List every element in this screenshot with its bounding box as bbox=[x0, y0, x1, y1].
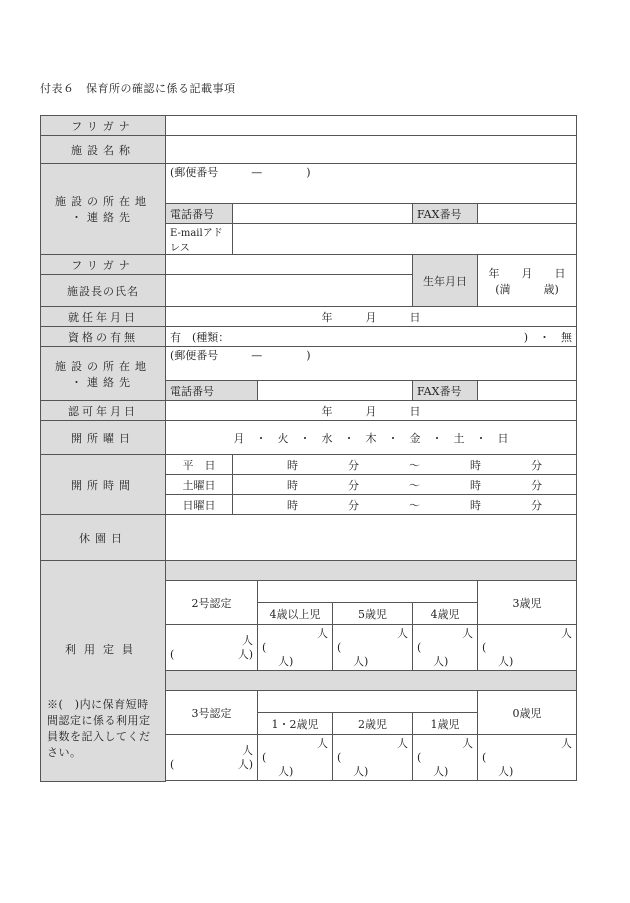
age4plus-label bbox=[258, 581, 478, 603]
age4plus-count[interactable] bbox=[258, 625, 333, 671]
age12-count[interactable] bbox=[258, 735, 333, 781]
facility-phone-label: 電話番号 bbox=[166, 204, 233, 224]
qualification-label: 資格の有無 bbox=[41, 327, 166, 347]
qualification-value: 有 (種類： bbox=[170, 330, 230, 344]
facility2-phone-field[interactable] bbox=[258, 381, 413, 401]
hours-row-sunday[interactable] bbox=[233, 495, 577, 515]
facility-name-label: 施設名称 bbox=[41, 136, 166, 164]
capacity-label-cell bbox=[41, 561, 166, 782]
age3-count-person: 人 bbox=[561, 626, 572, 640]
spacer-row bbox=[166, 781, 577, 782]
facility2-postal-field[interactable]: (郵便番号 — ) bbox=[166, 347, 577, 381]
group3-total-open: ( bbox=[170, 757, 175, 771]
furigana-label: フリガナ bbox=[41, 116, 166, 136]
age4-count[interactable] bbox=[413, 625, 478, 671]
birth-value: 年 月 日 bbox=[488, 266, 566, 280]
hours-weekday-h2: 時 bbox=[470, 458, 481, 472]
age12-count-open: ( bbox=[262, 750, 267, 764]
hours-day-saturday: 土曜日 bbox=[166, 475, 233, 495]
age12-count-close: 人) bbox=[278, 764, 294, 778]
age4plus-count-person: 人 bbox=[317, 626, 328, 640]
age4plus-label-text: 4歳以上児 bbox=[258, 603, 333, 625]
hours-saturday-m1: 分 bbox=[348, 478, 359, 492]
hours-saturday-h2: 時 bbox=[470, 478, 481, 492]
age4plus-count-open: ( bbox=[262, 640, 267, 654]
confirmation-form bbox=[40, 115, 577, 782]
hours-weekday-m1: 分 bbox=[348, 458, 359, 472]
appointment-date-field[interactable]: 年 月 日 bbox=[166, 307, 577, 327]
age1-count-open: ( bbox=[417, 750, 422, 764]
age2-count-close: 人) bbox=[353, 764, 369, 778]
group2-total-person: 人 bbox=[242, 633, 253, 647]
facility-address-label bbox=[41, 164, 166, 255]
capacity-mid-band bbox=[166, 671, 577, 691]
director-furigana-label: フリガナ bbox=[41, 255, 166, 275]
capacity-top-band bbox=[166, 561, 577, 581]
holiday-label: 休園日 bbox=[41, 515, 166, 561]
hours-day-weekday: 平 日 bbox=[166, 455, 233, 475]
age3-label: 3歳児 bbox=[478, 581, 577, 625]
age4-count-open: ( bbox=[417, 640, 422, 654]
facility-fax-label: FAX番号 bbox=[413, 204, 478, 224]
hours-sunday-m1: 分 bbox=[348, 498, 359, 512]
hours-sunday-sep: 〜 bbox=[409, 498, 420, 512]
hours-weekday-sep: 〜 bbox=[409, 458, 420, 472]
age2-count-open: ( bbox=[337, 750, 342, 764]
age12-top bbox=[258, 691, 478, 713]
director-furigana-field[interactable] bbox=[166, 255, 413, 275]
hours-weekday-m2: 分 bbox=[531, 458, 542, 472]
group3-label: 3号認定 bbox=[166, 691, 258, 735]
group2-total[interactable] bbox=[166, 625, 258, 671]
hours-saturday-m2: 分 bbox=[531, 478, 542, 492]
facility-address2-label bbox=[41, 347, 166, 401]
facility2-fax-label: FAX番号 bbox=[413, 381, 478, 401]
age0-count-close: 人) bbox=[498, 764, 514, 778]
holiday-field[interactable] bbox=[166, 515, 577, 561]
capacity-note: ※( )内に保育短時間認定に係る利用定員数を記入してください。 bbox=[47, 697, 151, 759]
hours-row-weekday[interactable] bbox=[233, 455, 577, 475]
facility-address-label-2: ・連絡先 bbox=[71, 211, 135, 224]
facility-email-label: E-mailアドレス bbox=[166, 224, 233, 255]
age12-count-person: 人 bbox=[317, 736, 328, 750]
age3-count[interactable] bbox=[478, 625, 577, 671]
age2-count-person: 人 bbox=[397, 736, 408, 750]
age4-count-close: 人) bbox=[433, 654, 449, 668]
age4-count-person: 人 bbox=[462, 626, 473, 640]
open-days-field[interactable]: 月 ・ 火 ・ 水 ・ 木 ・ 金 ・ 土 ・ 日 bbox=[166, 421, 577, 455]
age5-count-close: 人) bbox=[353, 654, 369, 668]
group2-total-open: ( bbox=[170, 647, 175, 661]
director-name-field[interactable] bbox=[166, 275, 413, 307]
facility-name-field[interactable] bbox=[166, 136, 577, 164]
age2-count[interactable] bbox=[333, 735, 413, 781]
approval-date-label: 認可年月日 bbox=[41, 401, 166, 421]
age0-count-open: ( bbox=[482, 750, 487, 764]
age3-count-open: ( bbox=[482, 640, 487, 654]
hours-saturday-sep: 〜 bbox=[409, 478, 420, 492]
age2-label: 2歳児 bbox=[333, 713, 413, 735]
qualification-field[interactable] bbox=[166, 327, 577, 347]
furigana-field[interactable] bbox=[166, 116, 577, 136]
group3-total-close: 人) bbox=[237, 757, 253, 771]
age0-label: 0歳児 bbox=[478, 691, 577, 735]
age1-count-close: 人) bbox=[433, 764, 449, 778]
approval-date-field[interactable]: 年 月 日 bbox=[166, 401, 577, 421]
group3-total-person: 人 bbox=[242, 743, 253, 757]
age5-count[interactable] bbox=[333, 625, 413, 671]
facility-fax-field[interactable] bbox=[478, 204, 577, 224]
age4plus-count-close: 人) bbox=[278, 654, 294, 668]
age1-label: 1歳児 bbox=[413, 713, 478, 735]
age1-count[interactable] bbox=[413, 735, 478, 781]
facility-email-field[interactable] bbox=[233, 224, 577, 255]
hours-sunday-m2: 分 bbox=[531, 498, 542, 512]
birth-age: (満 歳) bbox=[495, 282, 559, 296]
group2-total-close: 人) bbox=[237, 647, 253, 661]
hours-day-sunday: 日曜日 bbox=[166, 495, 233, 515]
facility2-fax-field[interactable] bbox=[478, 381, 577, 401]
facility-postal-field[interactable]: (郵便番号 — ) bbox=[166, 164, 577, 204]
hours-saturday-h1: 時 bbox=[287, 478, 298, 492]
appointment-date-label: 就任年月日 bbox=[41, 307, 166, 327]
birth-label: 生年月日 bbox=[413, 255, 478, 307]
age12-label: 1・2歳児 bbox=[258, 713, 333, 735]
facility-phone-field[interactable] bbox=[233, 204, 413, 224]
capacity-label: 利用定員 bbox=[65, 642, 141, 656]
age4-label: 4歳児 bbox=[413, 603, 478, 625]
facility-address-label-1: 施設の所在地 bbox=[55, 195, 151, 208]
form-title: 付表６ 保育所の確認に係る記載事項 bbox=[40, 82, 236, 95]
group2-label: 2号認定 bbox=[166, 581, 258, 625]
hours-sunday-h1: 時 bbox=[287, 498, 298, 512]
open-days-label: 開所曜日 bbox=[41, 421, 166, 455]
age0-count[interactable] bbox=[478, 735, 577, 781]
facility2-phone-label: 電話番号 bbox=[166, 381, 258, 401]
open-hours-label: 開所時間 bbox=[41, 455, 166, 515]
facility-address2-label-1: 施設の所在地 bbox=[55, 359, 151, 373]
director-name-label: 施設長の氏名 bbox=[41, 275, 166, 307]
group3-total[interactable] bbox=[166, 735, 258, 781]
age0-count-person: 人 bbox=[561, 736, 572, 750]
facility-address2-label-2: ・連絡先 bbox=[71, 375, 135, 389]
hours-row-saturday[interactable] bbox=[233, 475, 577, 495]
hours-sunday-h2: 時 bbox=[470, 498, 481, 512]
birth-field[interactable] bbox=[478, 255, 577, 307]
qualification-end: ) ・ 無 bbox=[523, 330, 572, 344]
age5-count-open: ( bbox=[337, 640, 342, 654]
hours-weekday-h1: 時 bbox=[287, 458, 298, 472]
age1-count-person: 人 bbox=[462, 736, 473, 750]
age5-count-person: 人 bbox=[397, 626, 408, 640]
age3-count-close: 人) bbox=[498, 654, 514, 668]
age5-label: 5歳児 bbox=[333, 603, 413, 625]
